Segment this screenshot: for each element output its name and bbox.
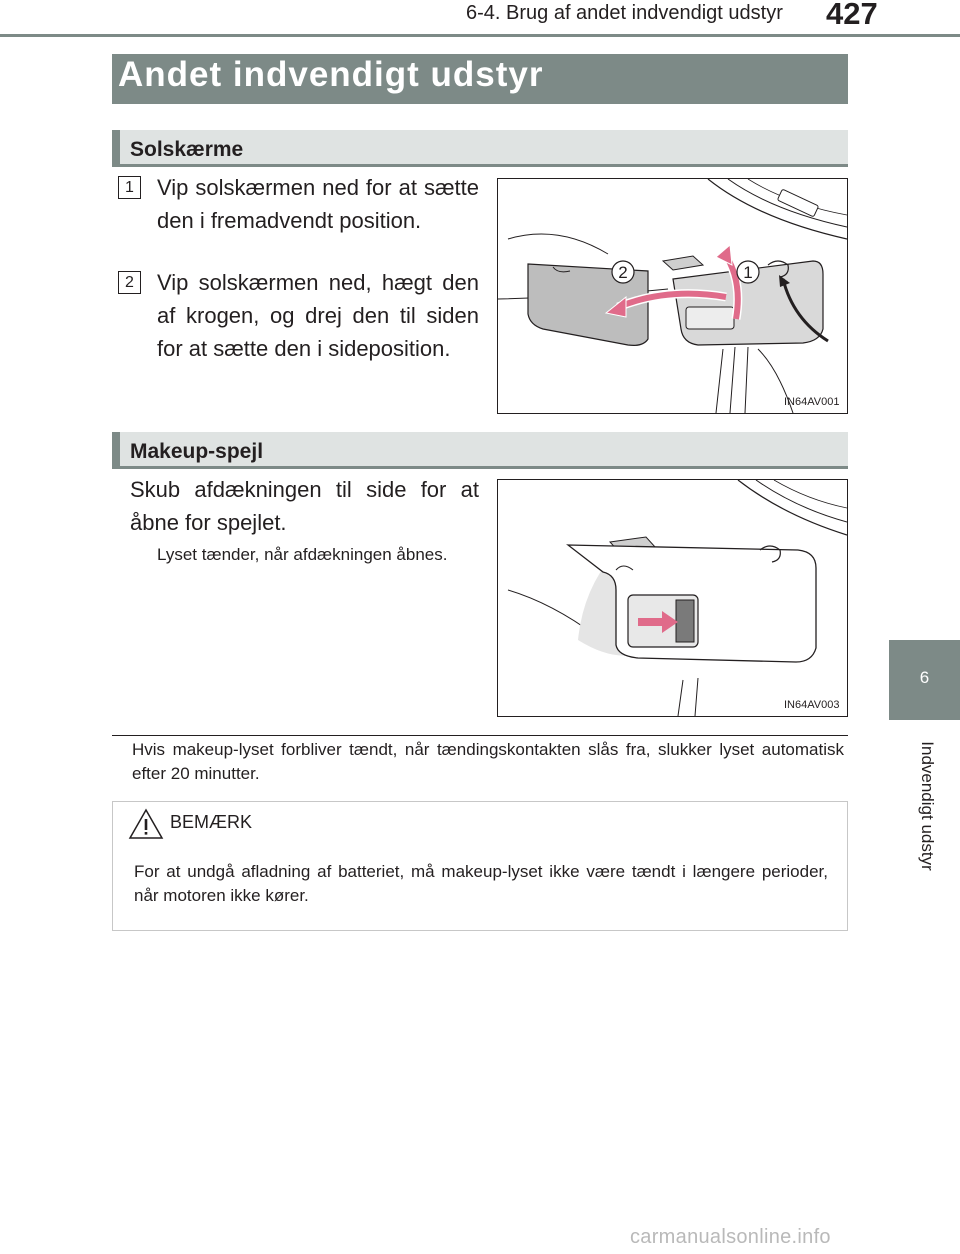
mirror-subtext: Lyset tænder, når afdækningen åbnes. [157, 545, 448, 564]
sun-visor-illustration [498, 179, 847, 413]
section-title-sun-visors: Solskærme [130, 138, 244, 161]
step-number-1: 1 [118, 176, 141, 199]
section-accent [112, 130, 120, 167]
page-number: 427 [826, 0, 878, 31]
caution-label: BEMÆRK [170, 812, 253, 832]
step-number-2: 2 [118, 271, 141, 294]
caution-text: For at undgå afladning af batteriet, må makeup-lyset ikke være tændt i længere perioder, når motoren ikke kører. [134, 862, 828, 905]
running-header: 6-4. Brug af andet indvendigt udstyr [466, 2, 783, 24]
note-rule [112, 735, 848, 736]
vanity-mirror-figure [497, 479, 848, 717]
sun-visor-figure [497, 178, 848, 414]
figure-code-2: IN64AV003 [784, 699, 840, 711]
callout-1-label: 1 [743, 263, 753, 282]
chapter-side-label: Indvendigt udstyr [918, 741, 937, 871]
warning-triangle-icon [128, 808, 164, 840]
vanity-mirror-illustration [498, 480, 847, 716]
header-rule [0, 34, 960, 37]
callout-2-label: 2 [618, 263, 628, 282]
mirror-instruction: Skub afdækningen til side for at åbne for spejlet. [130, 477, 479, 535]
section-accent [112, 432, 120, 469]
figure-code-1: IN64AV001 [784, 396, 840, 408]
note-text: Hvis makeup-lyset forbliver tændt, når tændingskontakten slås fra, slukker lyset automatisk efter 20 minutter. [132, 740, 844, 783]
chapter-number: 6 [919, 668, 930, 687]
step-text-1: Vip solskærmen ned for at sætte den i fremadvendt position. [157, 175, 479, 233]
chapter-title: Andet indvendigt udstyr [118, 55, 544, 94]
watermark: carmanualsonline.info [630, 1226, 831, 1248]
section-title-vanity-mirror: Makeup-spejl [130, 440, 264, 463]
step-text-2: Vip solskærmen ned, hægt den af krogen, og drej den til siden for at sætte den i sideposition. [157, 270, 479, 361]
